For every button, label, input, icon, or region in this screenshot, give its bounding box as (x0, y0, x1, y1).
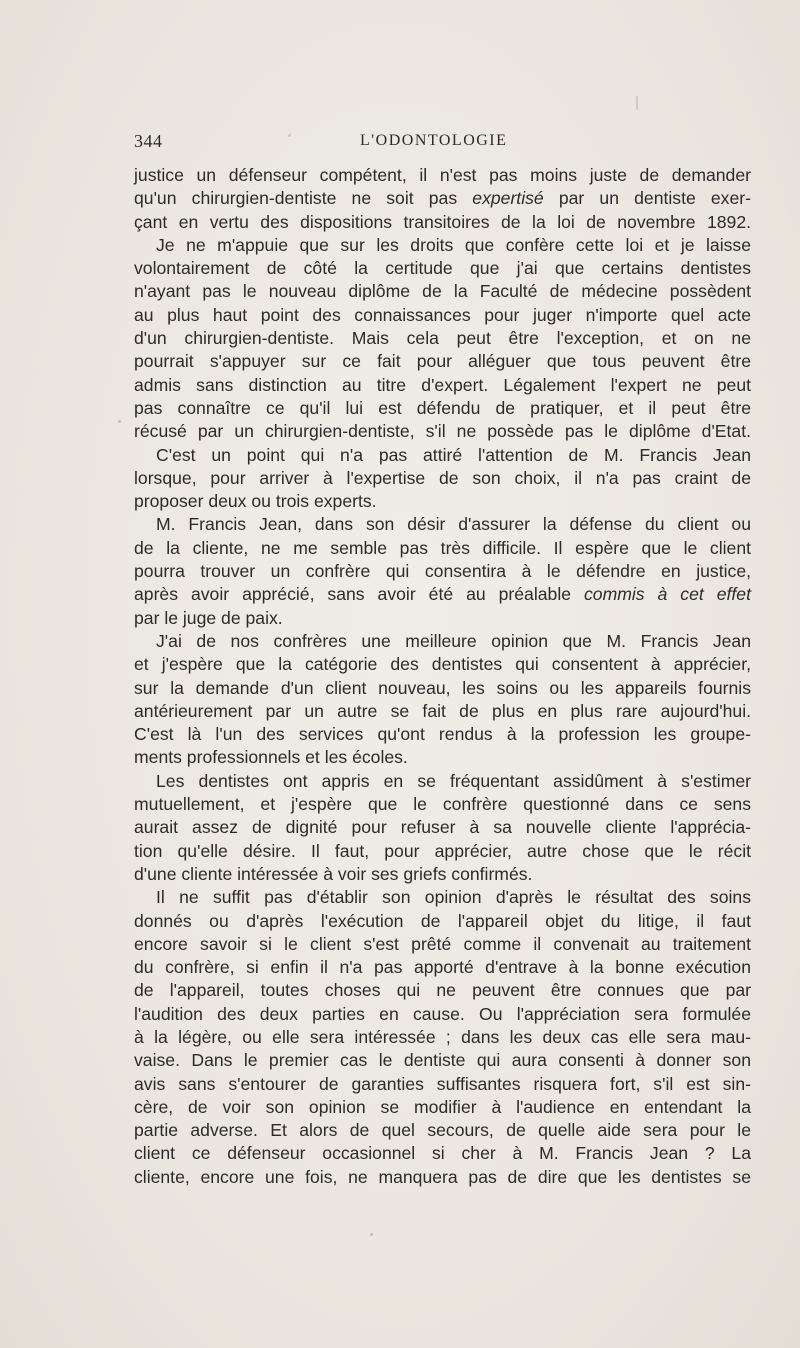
text-line: C'est un point qui n'a pas attiré l'attention de M. Francis Jean (156, 444, 751, 465)
text-line: volontairement de côté la certitude que j'ai que certains dentistes (134, 258, 751, 279)
text-line: cliente, encore une fois, ne manquera pas de dire que les dentistes se (134, 1166, 751, 1187)
text-line: partie adverse. Et alors de quel secours, de quelle aide sera pour le (134, 1120, 751, 1141)
text-line (134, 583, 751, 606)
text-line: Les dentistes ont appris en se fréquentant assidûment à s'estimer (156, 770, 751, 791)
text-line: admis sans distinction au titre d'expert. Légalement l'expert ne peut (134, 374, 751, 395)
text-line: n'ayant pas le nouveau diplôme de la Faculté de médecine possèdent (134, 281, 751, 302)
body-text (134, 164, 751, 1189)
text-segment: après avoir apprécié, sans avoir été au préalable (134, 584, 584, 605)
italic-term: commis à cet effet (583, 584, 751, 605)
text-line: pas connaître ce qu'il lui est défendu de pratiquer, et il peut être (134, 397, 751, 418)
page-header (134, 131, 750, 153)
page-number: 344 (134, 131, 163, 151)
text-line: du confrère, si enfin il n'a pas apporté d'entrave à la bonne exécution (134, 957, 751, 978)
text-line: antérieurement par un autre se fait de plus en plus rare aujourd'hui. (134, 700, 751, 721)
text-line: Il ne suffit pas d'établir son opinion d'après le résultat des soins (156, 887, 751, 908)
text-line: encore savoir si le client s'est prêté comme il convenait au traitement (134, 933, 751, 954)
text-line: d'une cliente intéressée à voir ses griefs confirmés. (134, 863, 533, 884)
text-segment: par un dentiste exer- (543, 188, 751, 209)
text-line: aurait assez de dignité pour refuser à sa nouvelle cliente l'apprécia- (134, 817, 751, 838)
text-line: J'ai de nos confrères une meilleure opinion que M. Francis Jean (156, 630, 751, 651)
text-line: l'audition des deux parties en cause. Ou l'appréciation sera formulée (134, 1003, 751, 1024)
text-line: pourrait s'appuyer sur ce fait pour alléguer que tous peuvent être (134, 351, 751, 372)
text-line: sur la demande d'un client nouveau, les soins ou les appareils fournis (134, 677, 751, 698)
text-line: et j'espère que la catégorie des dentistes qui consentent à apprécier, (134, 654, 751, 675)
text-line: donnés ou d'après l'exécution de l'appareil objet du litige, il faut (134, 910, 751, 931)
paper-speck (636, 96, 638, 110)
text-line: d'un chirurgien-dentiste. Mais cela peut être l'exception, et on ne (134, 328, 751, 349)
text-line: justice un défenseur compétent, il n'est pas moins juste de demander (134, 165, 751, 185)
running-title: L'ODONTOLOGIE (360, 132, 508, 149)
paper-speck (370, 1233, 373, 1236)
paper-speck (288, 134, 291, 137)
text-line: tion qu'elle désire. Il faut, pour apprécier, autre chose que le récit (134, 840, 751, 861)
text-line: client ce défenseur occasionnel si cher à M. Francis Jean ? La (134, 1143, 751, 1164)
text-line: vaise. Dans le premier cas le dentiste qui aura consenti à donner son (134, 1050, 751, 1071)
paper-speck (118, 420, 121, 423)
text-line: M. Francis Jean, dans son désir d'assurer la défense du client ou (156, 514, 751, 535)
text-line: C'est là l'un des services qu'ont rendus à la profession les groupe- (134, 724, 751, 745)
text-line: récusé par un chirurgien-dentiste, s'il ne possède pas le diplôme d'Etat. (134, 421, 751, 442)
text-line: Je ne m'appuie que sur les droits que confère cette loi et je laisse (156, 234, 751, 255)
text-line: pourra trouver un confrère qui consentira à le défendre en justice, (134, 561, 751, 582)
text-line: de la cliente, ne me semble pas très difficile. Il espère que le client (134, 537, 751, 558)
text-line: avis sans s'entourer de garanties suffisantes risquera fort, s'il est sin- (134, 1073, 751, 1094)
text-segment: qu'un chirurgien-dentiste ne soit pas (134, 188, 473, 209)
text-line: ments professionnels et les écoles. (134, 747, 408, 768)
text-line: proposer deux ou trois experts. (134, 491, 377, 512)
text-line: mutuellement, et j'espère que le confrère questionné dans ce sens (134, 794, 751, 815)
italic-term: expertisé (472, 188, 544, 209)
text-line: cère, de voir son opinion se modifier à l'audience en entendant la (134, 1096, 751, 1117)
text-line: de l'appareil, toutes choses qui ne peuvent être connues que par (134, 980, 751, 1001)
text-line: au plus haut point des connaissances pour juger n'importe quel acte (134, 304, 751, 325)
text-line: à la légère, ou elle sera intéressée ; dans les deux cas elle sera mau- (134, 1026, 751, 1047)
text-line (134, 187, 751, 210)
text-line: par le juge de paix. (134, 607, 283, 628)
text-line: lorsque, pour arriver à l'expertise de son choix, il n'a pas craint de (134, 467, 751, 488)
text-line: çant en vertu des dispositions transitoires de la loi de novembre 1892. (134, 211, 751, 232)
